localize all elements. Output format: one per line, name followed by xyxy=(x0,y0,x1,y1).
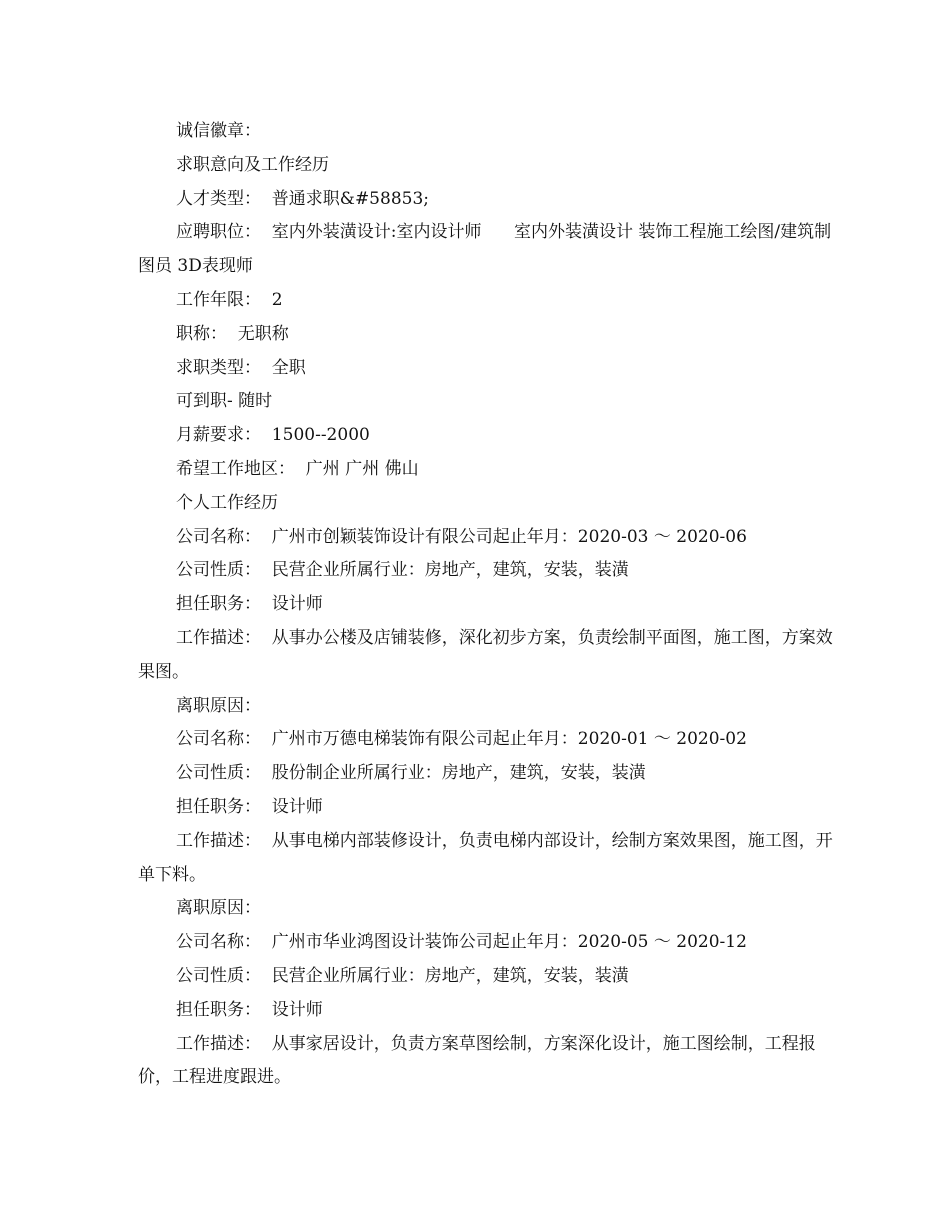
position-held-line: 担任职务： 设计师 xyxy=(176,796,323,817)
integrity-badge-line: 诚信徽章： xyxy=(176,121,261,141)
job-description-line: 工作描述： 从事家居设计，负责方案草图绘制，方案深化设计，施工图绘制，工程报价，工程进度跟进。 xyxy=(138,1033,816,1088)
availability-line: 可到职- 随时 xyxy=(176,391,273,412)
job-description-line: 工作描述： 从事办公楼及店铺装修，深化初步方案，负责绘制平面图，施工图，方案效果图。 xyxy=(138,627,833,682)
job-type-line: 求职类型： 全职 xyxy=(176,357,306,378)
section-heading-job-intent: 求职意向及工作经历 xyxy=(176,154,329,175)
salary-line: 月薪要求： 1500--2000 xyxy=(176,425,370,446)
desired-location-line: 希望工作地区： 广州 广州 佛山 xyxy=(176,458,419,479)
title-line: 职称： 无职称 xyxy=(176,323,289,344)
talent-type-line: 人才类型： 普通求职&#58853; xyxy=(176,188,429,209)
position-held-line: 担任职务： 设计师 xyxy=(176,999,323,1020)
document-body xyxy=(138,115,838,1095)
leaving-reason-line: 离职原因： xyxy=(176,898,261,919)
company-name-line: 公司名称： 广州市万德电梯装饰有限公司起止年月：2020-01 ～ 2020-02 xyxy=(176,729,747,750)
section-heading-work-history: 个人工作经历 xyxy=(176,492,278,513)
job-description-line: 工作描述： 从事电梯内部装修设计，负责电梯内部设计，绘制方案效果图，施工图，开单下料。 xyxy=(138,830,833,885)
leaving-reason-line: 离职原因： xyxy=(176,695,261,716)
company-nature-line: 公司性质： 民营企业所属行业：房地产，建筑，安装，装潢 xyxy=(176,560,629,581)
applied-position-line: 应聘职位： 室内外装潢设计:室内设计师 室内外装潢设计 装饰工程施工绘图/建筑制图员 3D表现师 xyxy=(138,222,832,277)
company-nature-line: 公司性质： 民营企业所属行业：房地产，建筑，安装，装潢 xyxy=(176,965,629,986)
company-nature-line: 公司性质： 股份制企业所属行业：房地产，建筑，安装，装潢 xyxy=(176,763,646,784)
work-years-line: 工作年限： 2 xyxy=(176,289,283,310)
position-held-line: 担任职务： 设计师 xyxy=(176,594,323,615)
company-name-line: 公司名称： 广州市创颖装饰设计有限公司起止年月：2020-03 ～ 2020-06 xyxy=(176,526,747,547)
company-name-line: 公司名称： 广州市华业鸿图设计装饰公司起止年月：2020-05 ～ 2020-12 xyxy=(176,932,747,953)
